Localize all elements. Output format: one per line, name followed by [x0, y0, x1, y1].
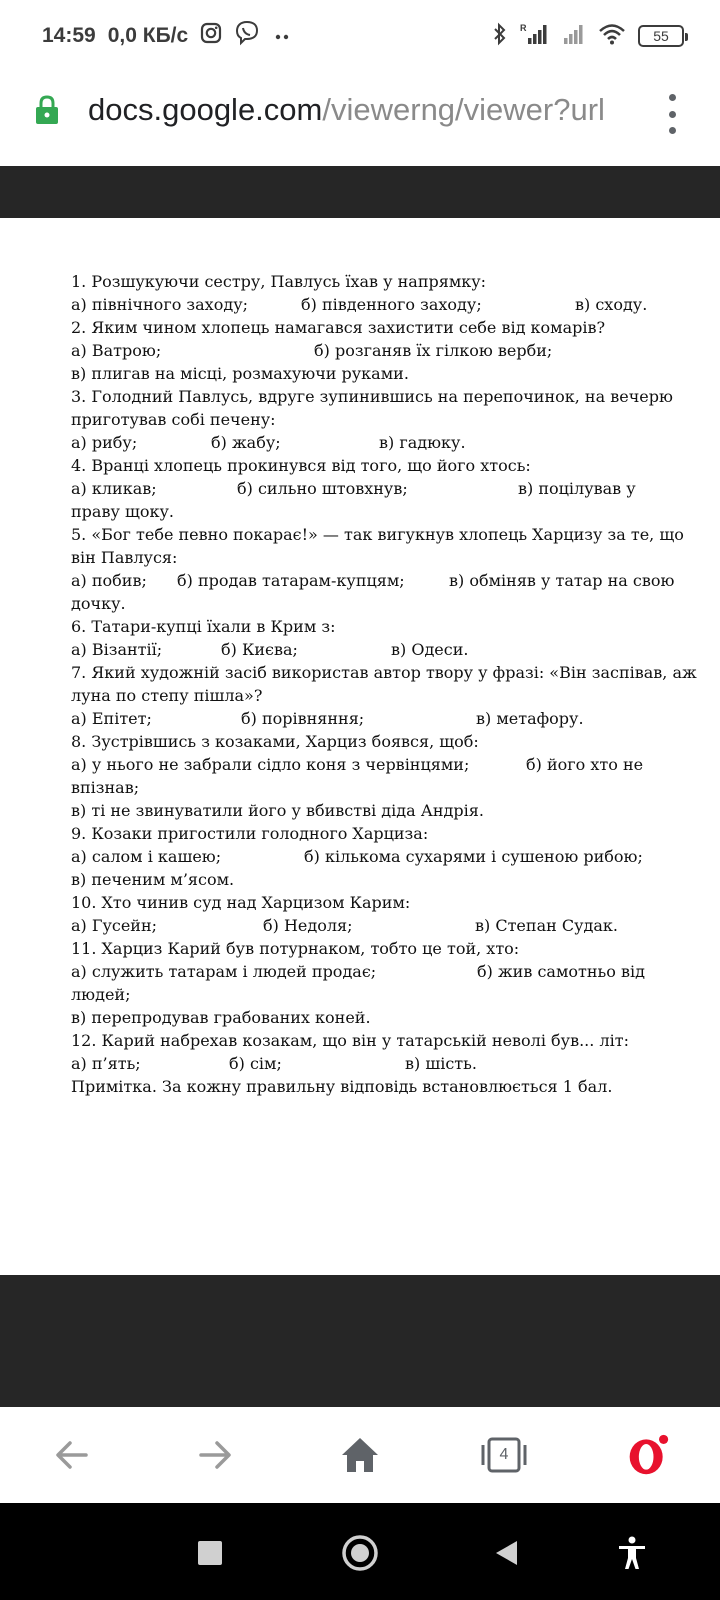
battery-indicator: 55: [638, 25, 684, 47]
forward-arrow-icon[interactable]: [193, 1433, 237, 1477]
question-5: 5. «Бог тебе певно покарає!» — так вигукнув хлопець Харцизу за те, що: [71, 525, 684, 544]
back-triangle-icon[interactable]: [486, 1533, 526, 1573]
signal-icon: [562, 22, 586, 50]
answer-row: праву щоку.: [71, 502, 174, 521]
question-11: 11. Харциз Карий був потурнаком, тобто це той, хто:: [71, 939, 520, 958]
answer-row: а) салом і кашею; б) кількома сухарями і сушеною рибою;: [71, 847, 643, 866]
tab-count: 4: [499, 1446, 509, 1463]
answer-row: в) печеним м’ясом.: [71, 870, 235, 889]
back-arrow-icon[interactable]: [50, 1433, 94, 1477]
answer-row: а) служить татарам і людей продає; б) жив самотньо від: [71, 962, 645, 981]
status-time: 14:59: [42, 24, 96, 47]
answer-row: а) Епітет; б) порівняння; в) метафору.: [71, 709, 584, 728]
url-text[interactable]: [88, 92, 605, 128]
answer-row: в) ті не звинуватили його у вбивстві діда Андрія.: [71, 801, 484, 820]
opera-menu-icon[interactable]: [626, 1433, 670, 1477]
viewer-toolbar: [0, 166, 720, 218]
document-text: [71, 270, 697, 1098]
svg-text:R: R: [520, 23, 527, 33]
accessibility-icon[interactable]: [612, 1533, 652, 1573]
address-bar[interactable]: [0, 70, 720, 166]
answer-row: людей;: [71, 985, 131, 1004]
system-nav-bar: [0, 1503, 720, 1600]
question-9: 9. Козаки пригостили голодного Харциза:: [71, 824, 429, 843]
question-7: 7. Який художній засіб використав автор твору у фразі: «Він заспівав, аж: [71, 663, 697, 682]
bluetooth-icon: [492, 22, 508, 50]
status-network-speed: 0,0 КБ/с: [107, 24, 189, 47]
question-12: 12. Карий набрехав козакам, що він у татарській неволі був... літ:: [71, 1031, 629, 1050]
answer-row: а) Ватрою; б) розганяв їх гілкою верби;: [71, 341, 553, 360]
viber-icon: [234, 20, 260, 52]
browser-bottom-bar: [0, 1407, 720, 1503]
url-host: docs.google.com: [88, 92, 323, 127]
question-1: 1. Розшукуючи сестру, Павлусь їхав у напрямку:: [71, 272, 487, 291]
answer-row: а) Візантії; б) Києва; в) Одеси.: [71, 640, 469, 659]
question-2: 2. Яким чином хлопець намагався захистити себе від комарів?: [71, 318, 606, 337]
more-notifications-icon: [272, 24, 292, 48]
viewer-footer: [0, 1275, 720, 1407]
question-7-cont: луна по степу пішла»?: [71, 686, 263, 705]
answer-row: а) Гусейн; б) Недоля; в) Степан Судак.: [71, 916, 618, 935]
question-4: 4. Вранці хлопець прокинувся від того, що його хтось:: [71, 456, 531, 475]
menu-icon[interactable]: [662, 94, 682, 134]
question-8: 8. Зустрівшись з козаками, Харциз боявся, щоб:: [71, 732, 479, 751]
answer-row: а) північного заходу; б) південного заходу; в) сходу.: [71, 295, 648, 314]
answer-row: а) побив; б) продав татарам-купцям; в) обміняв у татар на свою: [71, 571, 675, 590]
recents-icon[interactable]: [190, 1533, 230, 1573]
answer-row: в) плигав на місці, розмахуючи руками.: [71, 364, 409, 383]
question-6: 6. Татари-купці їхали в Крим з:: [71, 617, 336, 636]
wifi-icon: [598, 23, 626, 49]
answer-row: впізнав;: [71, 778, 140, 797]
question-5-cont: він Павлуся:: [71, 548, 178, 567]
status-bar: [0, 0, 720, 70]
answer-row: а) кликав; б) сильно штовхнув; в) поцілував у: [71, 479, 636, 498]
tabs-button[interactable]: [482, 1433, 526, 1477]
scoring-note: Примітка. За кожну правильну відповідь встановлюється 1 бал.: [71, 1077, 613, 1096]
document-page: [0, 218, 720, 1275]
url-path: /viewerng/viewer?url: [322, 92, 605, 127]
answer-row: в) перепродував грабованих коней.: [71, 1008, 371, 1027]
signal-roaming-icon: [520, 22, 550, 50]
lock-icon[interactable]: [34, 94, 60, 130]
answer-row: а) у нього не забрали сідло коня з червінцями; б) його хто не: [71, 755, 644, 774]
answer-row: а) п’ять; б) сім; в) шість.: [71, 1054, 477, 1073]
home-circle-icon[interactable]: [340, 1533, 380, 1573]
home-icon[interactable]: [338, 1433, 382, 1477]
question-10: 10. Хто чинив суд над Харцизом Карим:: [71, 893, 411, 912]
instagram-icon: [200, 22, 222, 50]
answer-row: а) рибу; б) жабу; в) гадюку.: [71, 433, 466, 452]
question-3-cont: приготував собі печену:: [71, 410, 276, 429]
answer-row: дочку.: [71, 594, 126, 613]
question-3: 3. Голодний Павлусь, вдруге зупинившись на перепочинок, на вечерю: [71, 387, 673, 406]
